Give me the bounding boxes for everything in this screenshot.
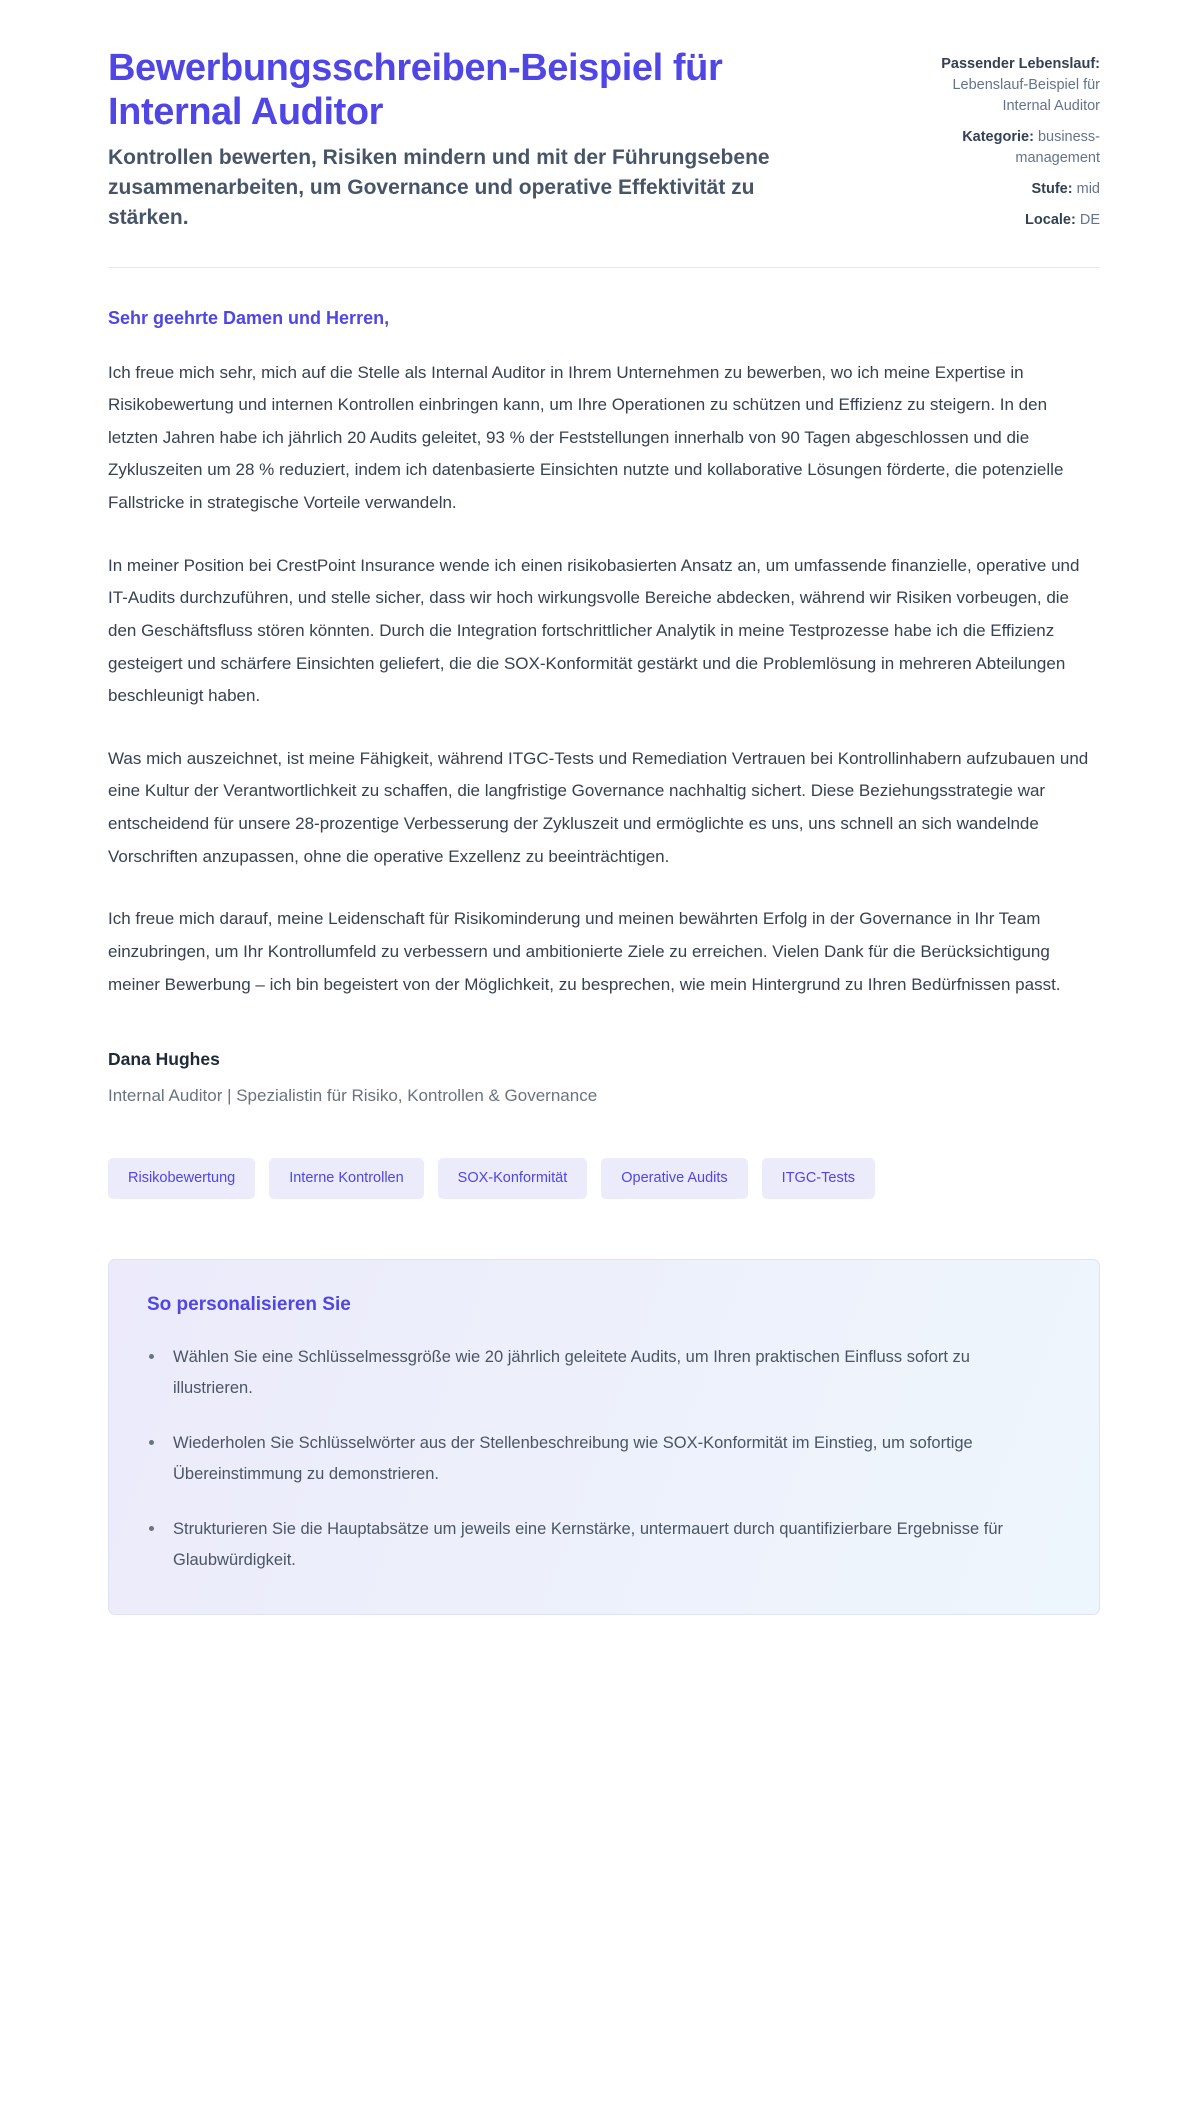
meta-row-level bbox=[904, 179, 1100, 200]
callout-title: So personalisieren Sie bbox=[147, 1293, 351, 1315]
meta-row-category bbox=[904, 127, 1100, 169]
meta-label-matching-resume: Passender Lebenslauf: bbox=[941, 56, 1100, 72]
skill-tag[interactable]: Operative Audits bbox=[601, 1158, 747, 1199]
bullet-dot-icon bbox=[149, 1440, 154, 1445]
callout-tip-text: Wiederholen Sie Schlüsselwörter aus der Stellenbeschreibung wie SOX-Konformität im Einstieg, um sofortige Übereinstimmung zu demonstrieren. bbox=[173, 1433, 973, 1483]
meta-value-category: business-management bbox=[1015, 129, 1100, 167]
skill-tag-list bbox=[108, 1158, 1100, 1199]
meta-value-locale: DE bbox=[1079, 212, 1100, 229]
callout-tip-item bbox=[147, 1342, 1053, 1404]
callout-tip-text: Wählen Sie eine Schlüsselmessgröße wie 20 jährlich geleitete Audits, um Ihren praktischen Einfluss sofort zu illustrieren. bbox=[173, 1347, 970, 1397]
meta-label-locale: Locale: bbox=[1025, 212, 1076, 229]
bullet-dot-icon bbox=[149, 1526, 154, 1531]
callout-tip-text: Strukturieren Sie die Hauptabsätze um jeweils eine Kernstärke, untermauert durch quantifizierbare Ergebnisse für Glaubwürdigkeit. bbox=[173, 1519, 1004, 1569]
letter-paragraph: Ich freue mich darauf, meine Leidenschaft für Risikominderung und meinen bewährten Erfolg in der Governance in Ihr Team einzubringen, um Ihr Kontrollumfeld zu verbessern und ambitionierte Ziele zu erreichen. Vielen Dank für die Berücksichtigung meiner Bewerbung – ich bin begeistert von der Möglichkeit, zu besprechen, wie mein Hintergrund zu Ihren Bedürfnissen passt. bbox=[108, 909, 1061, 994]
skill-tag[interactable]: SOX-Konformität bbox=[438, 1158, 588, 1199]
callout-tip-list bbox=[147, 1342, 1061, 1576]
skill-tag[interactable]: ITGC-Tests bbox=[762, 1158, 875, 1199]
page-title: Bewerbungsschreiben-Beispiel für Internal Auditor bbox=[108, 47, 723, 134]
letter-paragraph: In meiner Position bei CrestPoint Insurance wende ich einen risikobasierten Ansatz an, um umfassende finanzielle, operative und IT-Audits durchzuführen, und stelle sicher, dass wir hoch wirkungsvolle Bereiche abdecken, während wir Risiken vorbeugen, die den Geschäftsfluss stören könnten. Durch die Integration fortschrittlicher Analytik in meine Testprozesse habe ich die Effizienz gesteigert und schärfere Einsichten geliefert, die die SOX-Konformität gestärkt und die Problemlösung in mehreren Abteilungen beschleunigt haben. bbox=[108, 555, 1080, 706]
header-meta-panel bbox=[904, 46, 1100, 231]
meta-row-matching-resume bbox=[904, 54, 1100, 117]
callout-tip-item bbox=[147, 1514, 1053, 1576]
skill-tag[interactable]: Interne Kontrollen bbox=[269, 1158, 423, 1199]
meta-value-matching-resume: Lebenslauf-Beispiel für Internal Auditor bbox=[952, 77, 1100, 115]
skill-tag[interactable]: Risikobewertung bbox=[108, 1158, 255, 1199]
meta-row-locale bbox=[904, 210, 1100, 231]
signature-name: Dana Hughes bbox=[108, 1049, 220, 1070]
salutation: Sehr geehrte Damen und Herren, bbox=[108, 307, 390, 328]
page-subtitle: Kontrollen bewerten, Risiken mindern und mit der Führungsebene zusammenarbeiten, um Governance und operative Effektivität zu stärken. bbox=[108, 146, 770, 229]
page-header bbox=[108, 46, 1100, 233]
meta-value-level: mid bbox=[1076, 181, 1100, 198]
callout-tip-item bbox=[147, 1428, 1053, 1490]
letter-paragraph: Was mich auszeichnet, ist meine Fähigkeit, während ITGC-Tests und Remediation Vertrauen bei Kontrollinhabern aufzubauen und eine Kultur der Verantwortlichkeit zu schaffen, die langfristige Governance nachhaltig sichert. Diese Beziehungsstrategie war entscheidend für unsere 28-prozentige Verbesserung der Zykluszeit und ermöglichte es uns, uns schnell an sich wandelnde Vorschriften anzupassen, ohne die operative Exzellenz zu beeinträchtigen. bbox=[108, 748, 1089, 866]
personalization-callout bbox=[108, 1259, 1100, 1615]
signature-role: Internal Auditor | Spezialistin für Risiko, Kontrollen & Governance bbox=[108, 1086, 598, 1106]
letter-paragraph: Ich freue mich sehr, mich auf die Stelle als Internal Auditor in Ihrem Unternehmen zu bewerben, wo ich meine Expertise in Risikobewertung und internen Kontrollen einbringen kann, um Ihre Operationen zu schützen und Effizienz zu steigern. In den letzten Jahren habe ich jährlich 20 Audits geleitet, 93 % der Feststellungen innerhalb von 90 Tagen abgeschlossen und die Zykluszeiten um 28 % reduziert, indem ich datenbasierte Einsichten nutzte und kollaborative Lösungen förderte, die potenzielle Fallstricke in strategische Vorteile verwandeln. bbox=[108, 362, 1064, 513]
signature-block bbox=[108, 1049, 1100, 1106]
meta-label-category: Kategorie: bbox=[962, 129, 1034, 146]
meta-label-level: Stufe: bbox=[1031, 181, 1073, 198]
header-title-block bbox=[108, 46, 838, 233]
letter-body bbox=[108, 268, 1100, 1107]
bullet-dot-icon bbox=[149, 1354, 154, 1359]
